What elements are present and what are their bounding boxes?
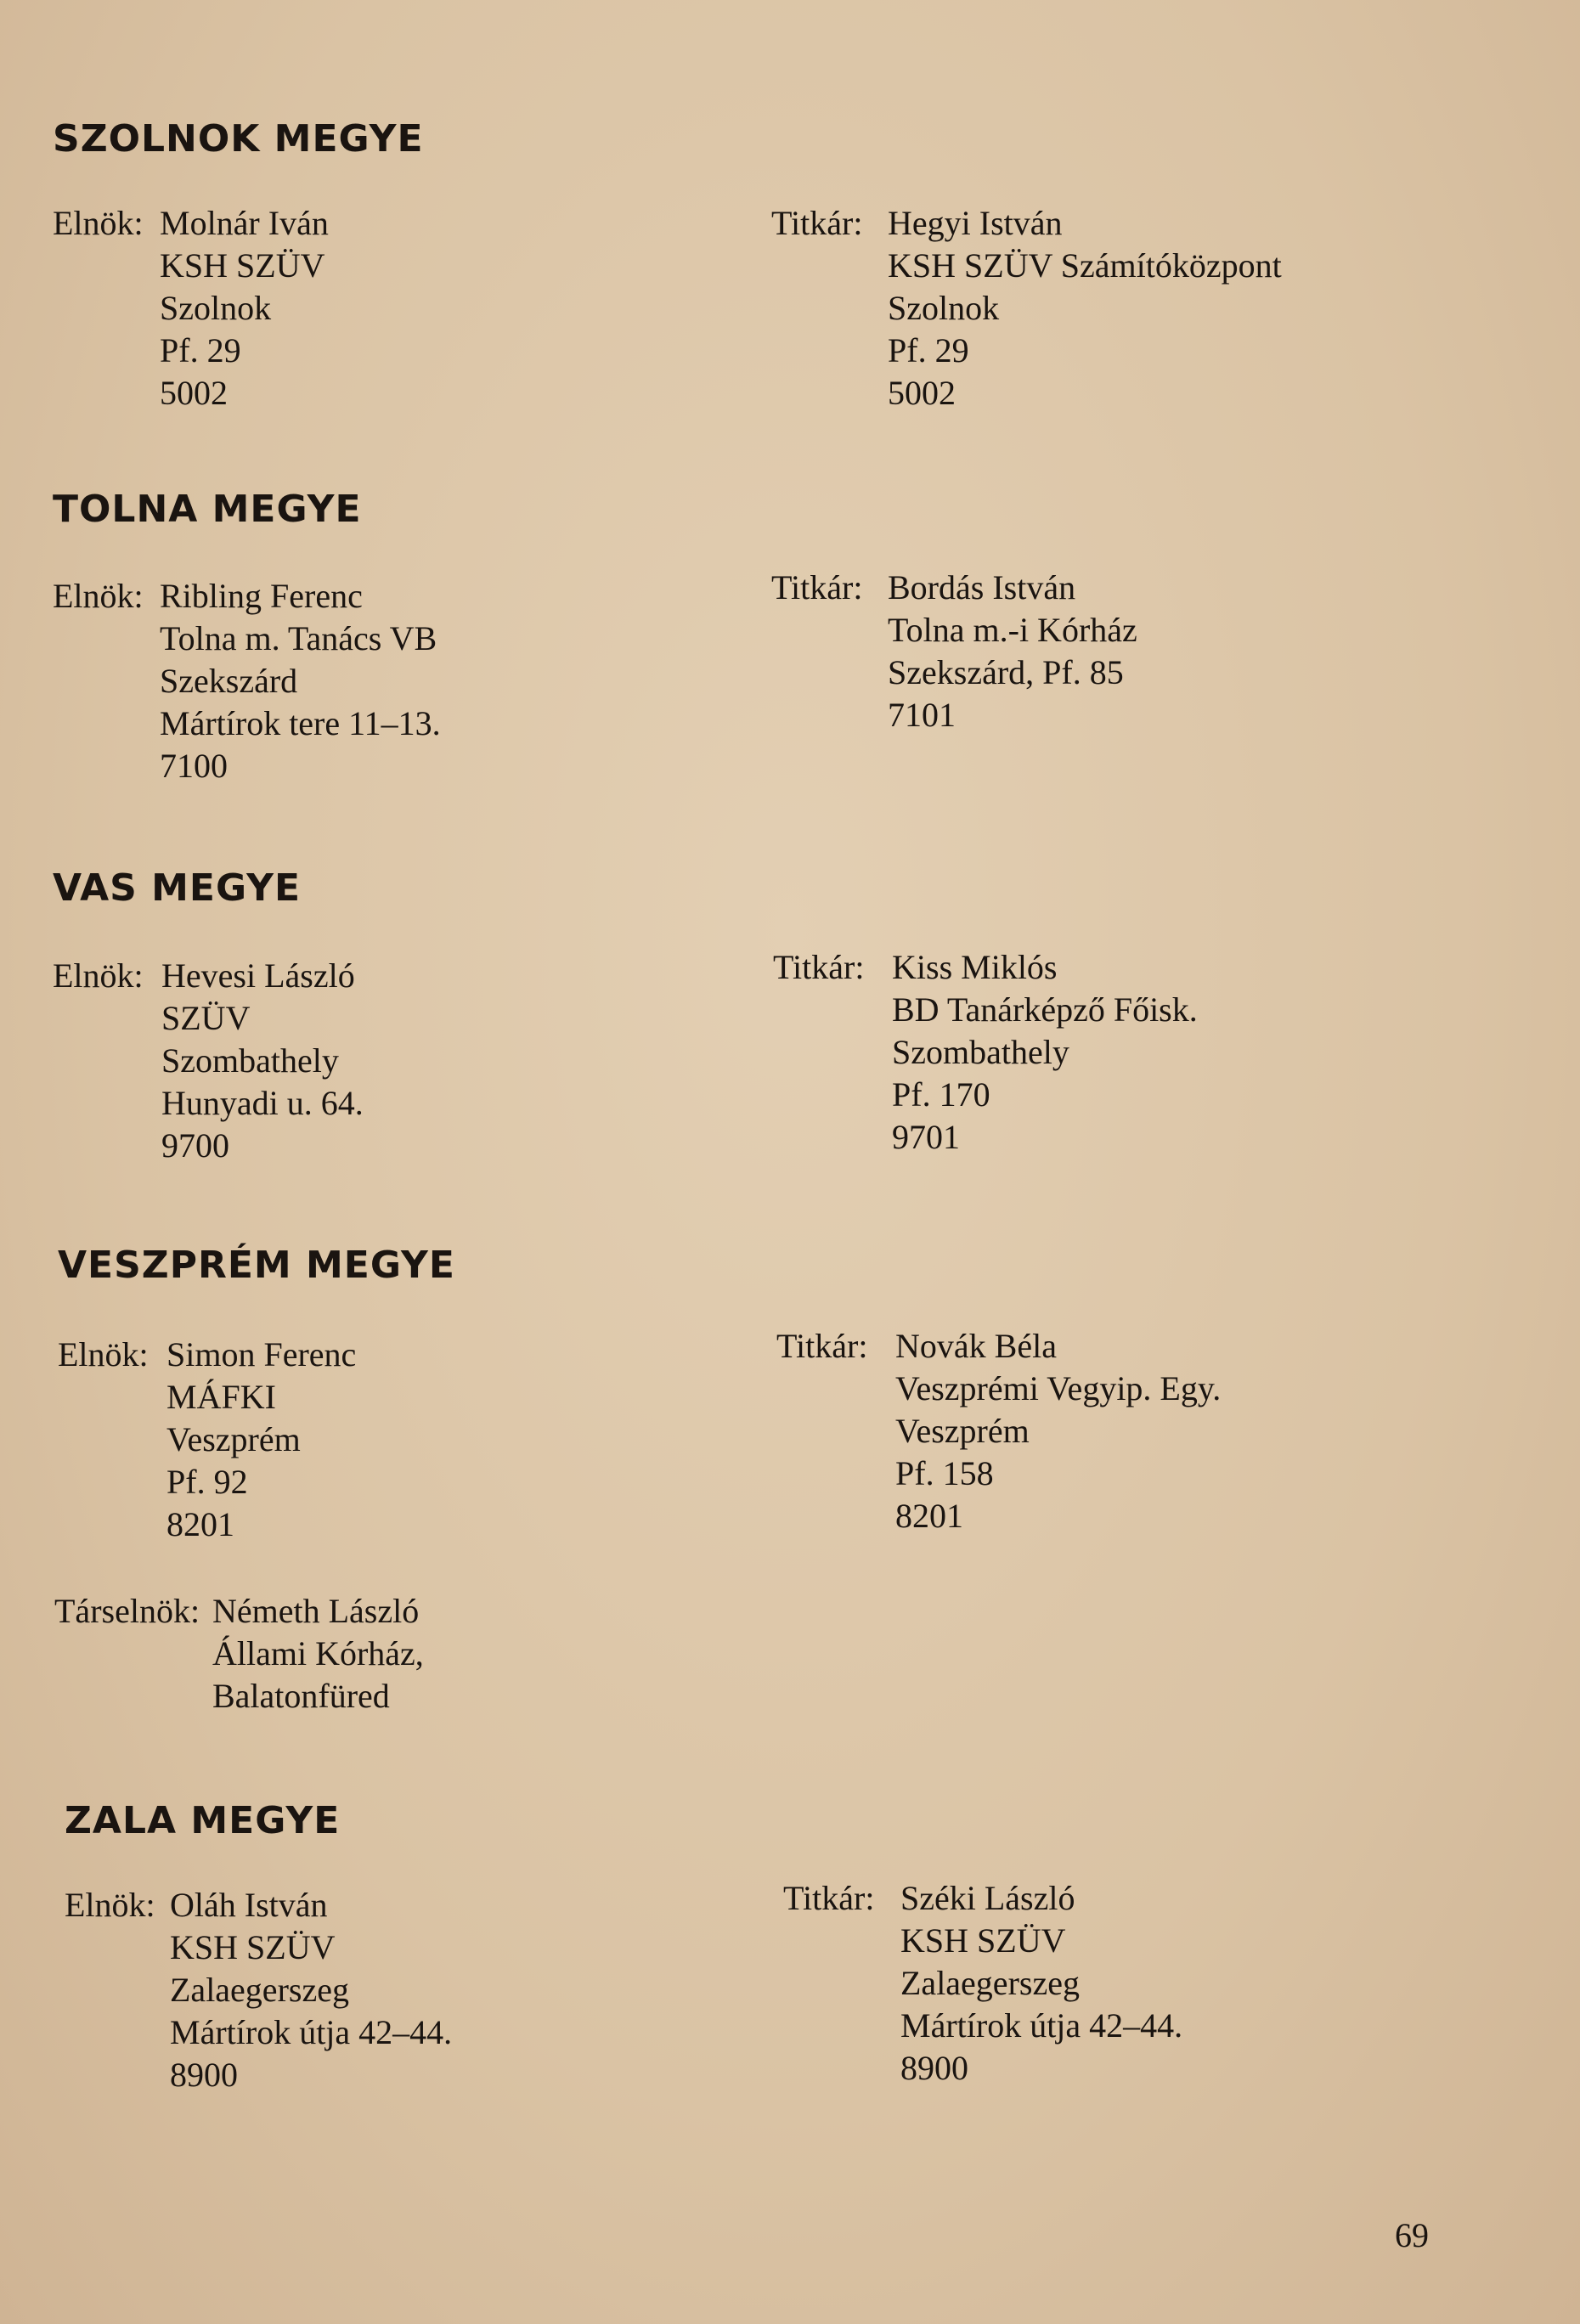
titkar-address-block <box>895 1325 1221 1537</box>
titkar-name: Kiss Miklós <box>892 948 1058 986</box>
elnok-role-label: Elnök: <box>53 577 144 615</box>
titkar-address-line: Pf. 170 <box>892 1075 990 1114</box>
elnok-address-line: Szekszárd <box>160 662 298 700</box>
elnok-name: Hevesi László <box>161 956 355 995</box>
elnok-address-line: MÁFKI <box>166 1378 276 1416</box>
titkar-address-block <box>892 946 1198 1159</box>
titkar-address-line: Szombathely <box>892 1033 1069 1071</box>
titkar-address-line: Mártírok útja 42–44. <box>900 2006 1183 2045</box>
elnok-address-line: Pf. 29 <box>160 331 241 369</box>
elnok-address-line: 8900 <box>170 2056 238 2094</box>
elnok-name: Oláh István <box>170 1886 328 1924</box>
elnok-address-line: Pf. 92 <box>166 1463 248 1501</box>
titkar-address-line: Veszprém <box>895 1412 1030 1450</box>
elnok-address-line: Tolna m. Tanács VB <box>160 619 437 657</box>
section-title-tolna: TOLNA MEGYE <box>53 488 362 531</box>
tarselnok-role-label: Társelnök: <box>54 1592 200 1630</box>
titkar-name: Bordás István <box>888 568 1076 606</box>
titkar-role-label: Titkár: <box>776 1327 868 1365</box>
titkar-address-line: KSH SZÜV Számítóközpont <box>888 246 1282 285</box>
titkar-address-line: Tolna m.-i Kórház <box>888 611 1137 649</box>
elnok-address-line: SZÜV <box>161 999 251 1037</box>
titkar-address-block <box>888 202 1282 415</box>
titkar-role-label: Titkár: <box>771 568 863 606</box>
elnok-address-line: Hunyadi u. 64. <box>161 1084 364 1122</box>
tarselnok-name: Németh László <box>212 1592 420 1630</box>
elnok-address-line: Veszprém <box>166 1420 301 1458</box>
titkar-address-line: 8201 <box>895 1497 963 1535</box>
elnok-address-line: Mártírok tere 11–13. <box>160 704 441 742</box>
elnok-address-line: Zalaegerszeg <box>170 1971 349 2009</box>
elnok-role-label: Elnök: <box>53 956 144 995</box>
elnok-address-line: Szombathely <box>161 1041 339 1080</box>
elnok-address-block <box>160 202 329 415</box>
titkar-address-line: Pf. 158 <box>895 1454 994 1492</box>
titkar-address-line: KSH SZÜV <box>900 1921 1066 1960</box>
titkar-address-line: 5002 <box>888 374 956 412</box>
titkar-role-label: Titkár: <box>771 204 863 242</box>
section-title-zala: ZALA MEGYE <box>65 1799 341 1842</box>
elnok-address-block <box>170 1884 452 2096</box>
titkar-address-line: 8900 <box>900 2049 968 2087</box>
tarselnok-address-block <box>212 1590 424 1718</box>
section-title-vas: VAS MEGYE <box>53 866 302 910</box>
titkar-name: Hegyi István <box>888 204 1063 242</box>
elnok-address-line: Szolnok <box>160 289 272 327</box>
titkar-address-line: Zalaegerszeg <box>900 1964 1080 2002</box>
elnok-name: Molnár Iván <box>160 204 329 242</box>
titkar-address-line: Pf. 29 <box>888 331 969 369</box>
elnok-role-label: Elnök: <box>53 204 144 242</box>
titkar-address-line: Szolnok <box>888 289 1000 327</box>
elnok-address-block <box>166 1334 356 1546</box>
elnok-address-line: KSH SZÜV <box>160 246 325 285</box>
elnok-address-line: 9700 <box>161 1126 229 1165</box>
elnok-address-block <box>160 575 441 787</box>
tarselnok-address-line: Balatonfüred <box>212 1677 390 1715</box>
tarselnok-address-line: Állami Kórház, <box>212 1634 424 1672</box>
titkar-address-block <box>900 1877 1182 2090</box>
titkar-role-label: Titkár: <box>783 1879 875 1917</box>
titkar-address-line: 9701 <box>892 1118 960 1156</box>
elnok-address-line: 7100 <box>160 747 228 785</box>
elnok-name: Ribling Ferenc <box>160 577 363 615</box>
elnok-address-line: Mártírok útja 42–44. <box>170 2013 453 2051</box>
titkar-address-block <box>888 567 1137 736</box>
elnok-address-line: 8201 <box>166 1505 234 1543</box>
elnok-role-label: Elnök: <box>58 1335 149 1374</box>
elnok-name: Simon Ferenc <box>166 1335 357 1374</box>
page-number: 69 <box>1395 2216 1429 2254</box>
elnok-address-line: KSH SZÜV <box>170 1928 336 1966</box>
elnok-address-line: 5002 <box>160 374 228 412</box>
titkar-name: Novák Béla <box>895 1327 1057 1365</box>
titkar-address-line: BD Tanárképző Főisk. <box>892 990 1198 1029</box>
titkar-role-label: Titkár: <box>773 948 865 986</box>
elnok-role-label: Elnök: <box>65 1886 155 1924</box>
section-title-veszprem: VESZPRÉM MEGYE <box>58 1244 455 1287</box>
section-title-szolnok: SZOLNOK MEGYE <box>53 117 424 161</box>
titkar-address-line: Veszprémi Vegyip. Egy. <box>895 1369 1222 1407</box>
elnok-address-block <box>161 955 364 1167</box>
titkar-address-line: Szekszárd, Pf. 85 <box>888 653 1124 691</box>
titkar-name: Széki László <box>900 1879 1075 1917</box>
titkar-address-line: 7101 <box>888 696 956 734</box>
